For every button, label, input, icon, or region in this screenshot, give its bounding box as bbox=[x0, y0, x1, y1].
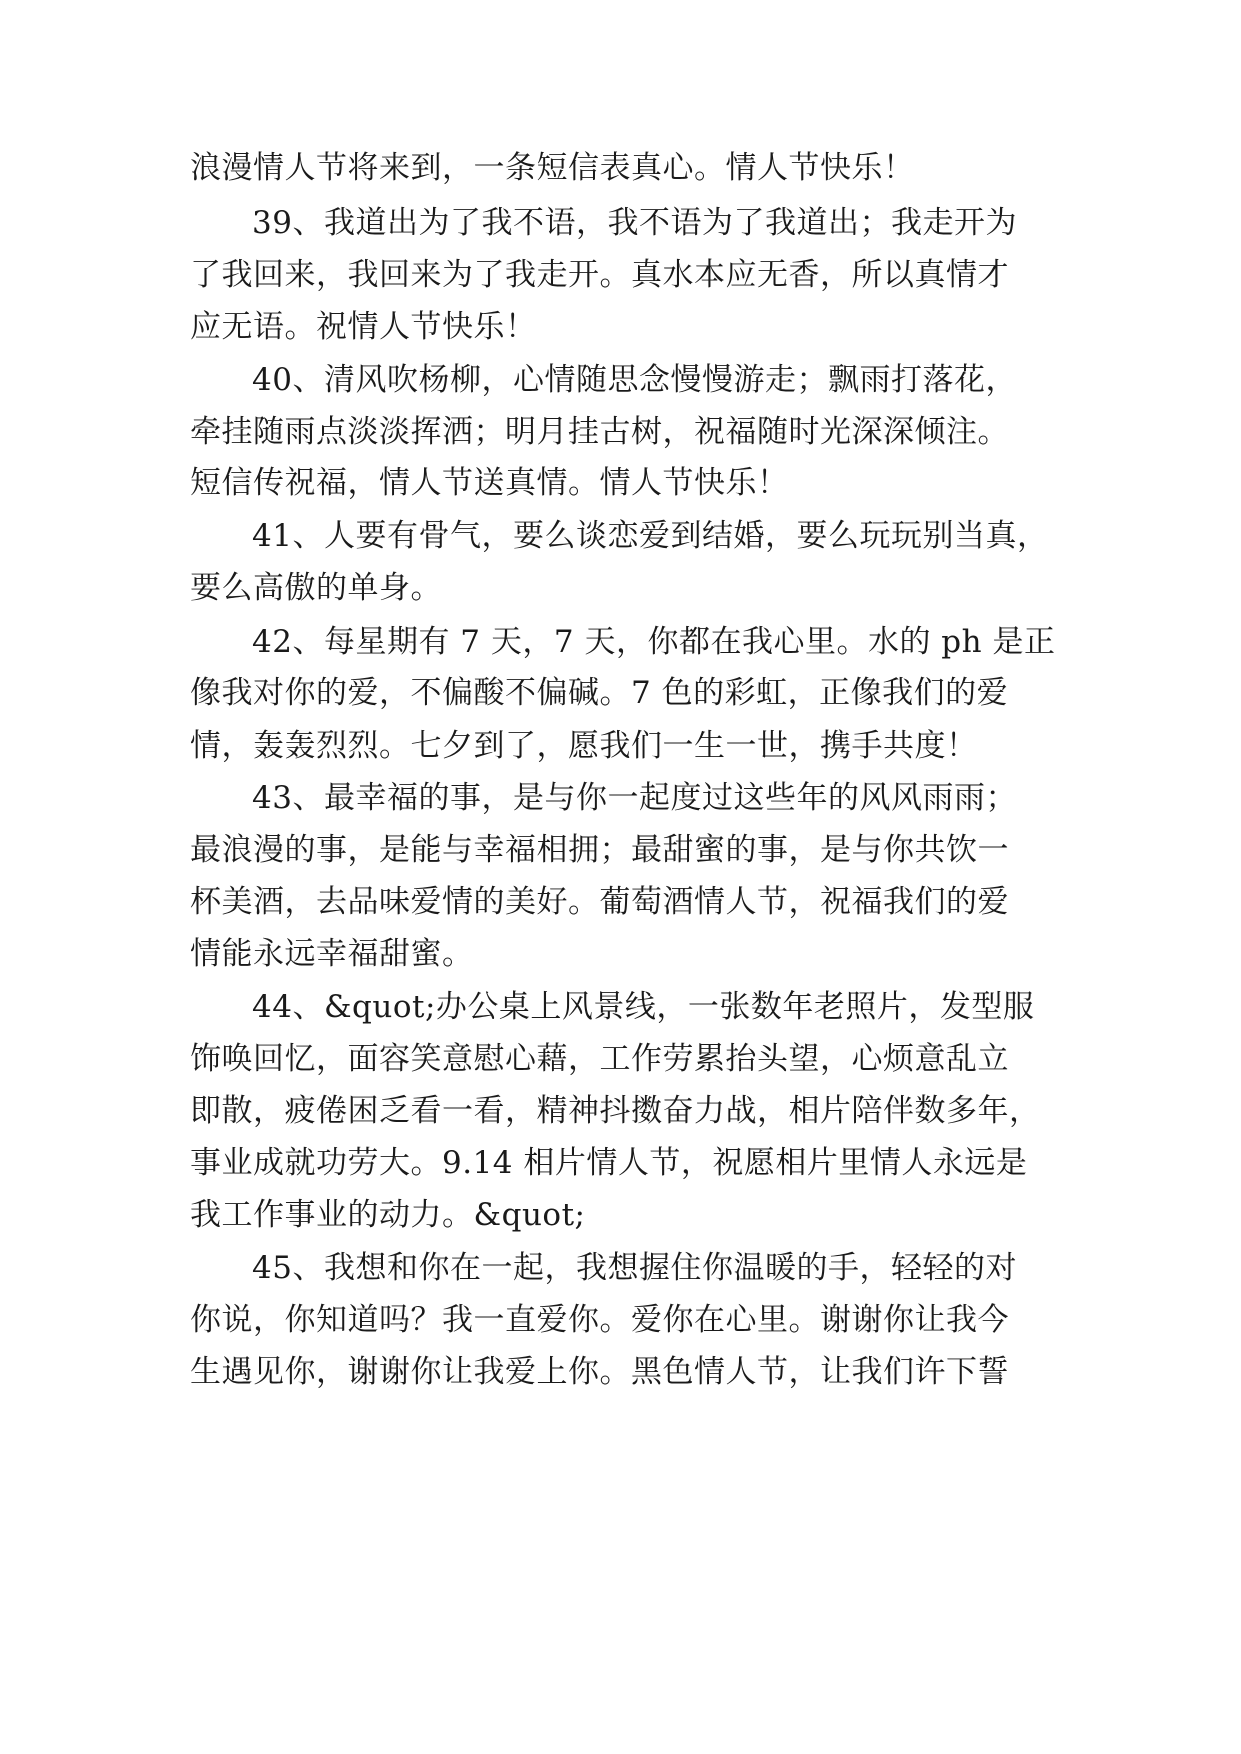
text-line: 饰唤回忆，面容笑意慰心藉，工作劳累抬头望，心烦意乱立 bbox=[190, 1041, 1009, 1077]
text-line: 情，轰轰烈烈。七夕到了，愿我们一生一世，携手共度！ bbox=[190, 728, 978, 764]
text-line: 杯美酒，去品味爱情的美好。葡萄酒情人节，祝福我们的爱 bbox=[190, 884, 1009, 920]
text-line: 我工作事业的动力。&quot; bbox=[190, 1197, 586, 1233]
text-line: 牵挂随雨点淡淡挥洒；明月挂古树，祝福随时光深深倾注。 bbox=[190, 414, 1009, 450]
text-line: 41、人要有骨气，要么谈恋爱到结婚，要么玩玩别当真， bbox=[252, 518, 1049, 554]
text-line: 最浪漫的事，是能与幸福相拥；最甜蜜的事，是与你共饮一 bbox=[190, 832, 1009, 868]
text-line: 浪漫情人节将来到，一条短信表真心。情人节快乐！ bbox=[190, 150, 915, 186]
text-line: 即散，疲倦困乏看一看，精神抖擞奋力战，相片陪伴数多年， bbox=[190, 1093, 1041, 1129]
text-line: 要么高傲的单身。 bbox=[190, 570, 442, 606]
text-line: 43、最幸福的事，是与你一起度过这些年的风风雨雨； bbox=[252, 780, 1017, 816]
text-line: 44、&quot;办公桌上风景线，一张数年老照片，发型服 bbox=[252, 989, 1035, 1025]
text-line: 45、我想和你在一起，我想握住你温暖的手，轻轻的对 bbox=[252, 1250, 1017, 1286]
text-line: 你说，你知道吗？我一直爱你。爱你在心里。谢谢你让我今 bbox=[190, 1302, 1009, 1338]
text-line: 了我回来，我回来为了我走开。真水本应无香，所以真情才 bbox=[190, 257, 1009, 293]
text-line: 事业成就功劳大。9.14 相片情人节，祝愿相片里情人永远是 bbox=[190, 1145, 1028, 1181]
text-line: 39、我道出为了我不语，我不语为了我道出；我走开为 bbox=[252, 205, 1017, 241]
text-line: 像我对你的爱，不偏酸不偏碱。7 色的彩虹，正像我们的爱 bbox=[190, 675, 1009, 711]
text-line: 生遇见你，谢谢你让我爱上你。黑色情人节，让我们许下誓 bbox=[190, 1354, 1009, 1390]
text-line: 应无语。祝情人节快乐！ bbox=[190, 309, 537, 345]
text-line: 情能永远幸福甜蜜。 bbox=[190, 936, 474, 972]
text-line: 42、每星期有 7 天，7 天，你都在我心里。水的 ph 是正 bbox=[252, 624, 1056, 660]
text-line: 短信传祝福，情人节送真情。情人节快乐！ bbox=[190, 465, 789, 501]
text-line: 40、清风吹杨柳，心情随思念慢慢游走；飘雨打落花， bbox=[252, 362, 1017, 398]
